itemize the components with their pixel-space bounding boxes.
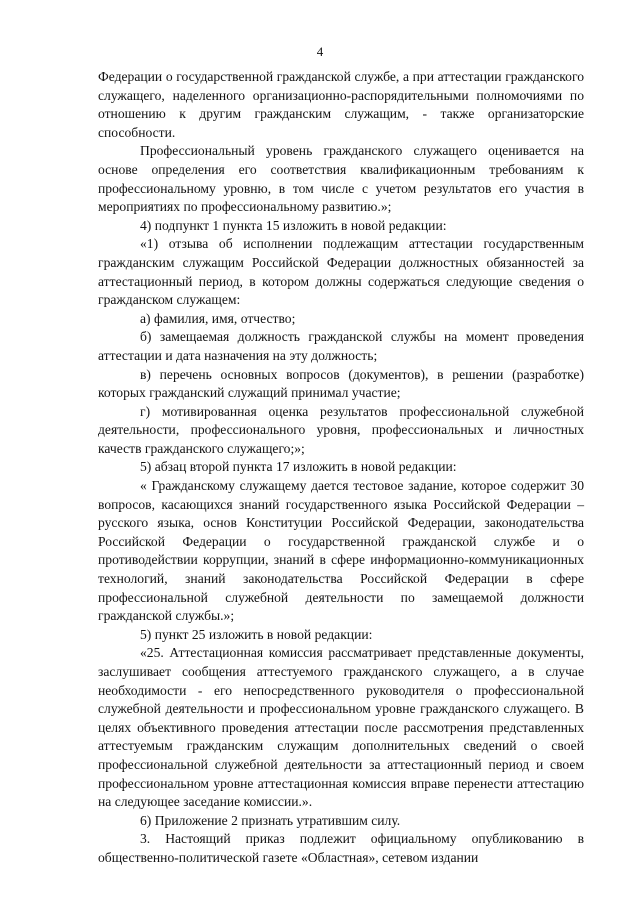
paragraph-9: 5) абзац второй пункта 17 изложить в новой редакции:	[140, 459, 457, 475]
document-body	[98, 68, 584, 868]
paragraph-14: 3. Настоящий приказ подлежит официальному опубликованию в общественно-политической газете «Областная», сетевом издании	[98, 831, 584, 865]
paragraph-2: Профессиональный уровень гражданского служащего оценивается на основе определения его соответствия квалификационным требованиям к профессиональному уровню, в том числе с учетом результатов его участия в мероприятиях по профессиональному развитию.»;	[98, 143, 584, 215]
paragraph-6: б) замещаемая должность гражданской службы на момент проведения аттестации и дата назначения на эту должность;	[98, 329, 584, 363]
paragraph-1: Федерации о государственной гражданской службе, а при аттестации гражданского служащего, наделенного организационно-распорядительными полномочиями по отношению к другим гражданским служащим, - также организаторские способности.	[98, 69, 584, 140]
paragraph-11: 5) пункт 25 изложить в новой редакции:	[140, 626, 373, 642]
paragraph-8: г) мотивированная оценка результатов профессиональной служебной деятельности, профессионального уровня, профессиональных и личностных качеств гражданского служащего;»;	[98, 403, 584, 456]
paragraph-4: «1) отзыва об исполнении подлежащим аттестации государственным гражданским служащим Российской Федерации должностных обязанностей за аттестационный период, в котором должны содержаться следующие сведения о гражданском служащем:	[98, 236, 584, 308]
paragraph-10: « Гражданскому служащему дается тестовое задание, которое содержит 30 вопросов, касающихся знаний государственного языка Российской Федерации – русского языка, основ Конституции Российской Федерации, законодательства Российской Федерации о государственной гражданской службе и о противодействии коррупции, знаний в сфере информационно-коммуникационных технологий, знаний законодательства Российской Федерации в сфере профессиональной служебной деятельности по замещаемой должности гражданской службы.»;	[98, 478, 584, 624]
paragraph-12: «25. Аттестационная комиссия рассматривает представленные документы, заслушивает сообщения аттестуемого гражданского служащего, а в случае необходимости - его непосредственного руководителя о профессиональной служебной деятельности и профессиональном уровне гражданского служащего. В целях объективного проведения аттестации после рассмотрения представленных аттестуемым гражданским служащим дополнительных сведений о своей профессиональной служебной деятельности за аттестационный период и своем профессиональном уровне аттестационная комиссия вправе перенести аттестацию на следующее заседание комиссии.».	[98, 645, 584, 810]
paragraph-3: 4) подпункт 1 пункта 15 изложить в новой редакции:	[140, 217, 447, 233]
page-number: 4	[316, 44, 324, 59]
paragraph-5: а) фамилия, имя, отчество;	[140, 310, 296, 326]
paragraph-7: в) перечень основных вопросов (документов), в решении (разработке) которых гражданский служащий принимал участие;	[98, 366, 584, 401]
paragraph-13: 6) Приложение 2 признать утратившим силу.	[140, 812, 401, 828]
